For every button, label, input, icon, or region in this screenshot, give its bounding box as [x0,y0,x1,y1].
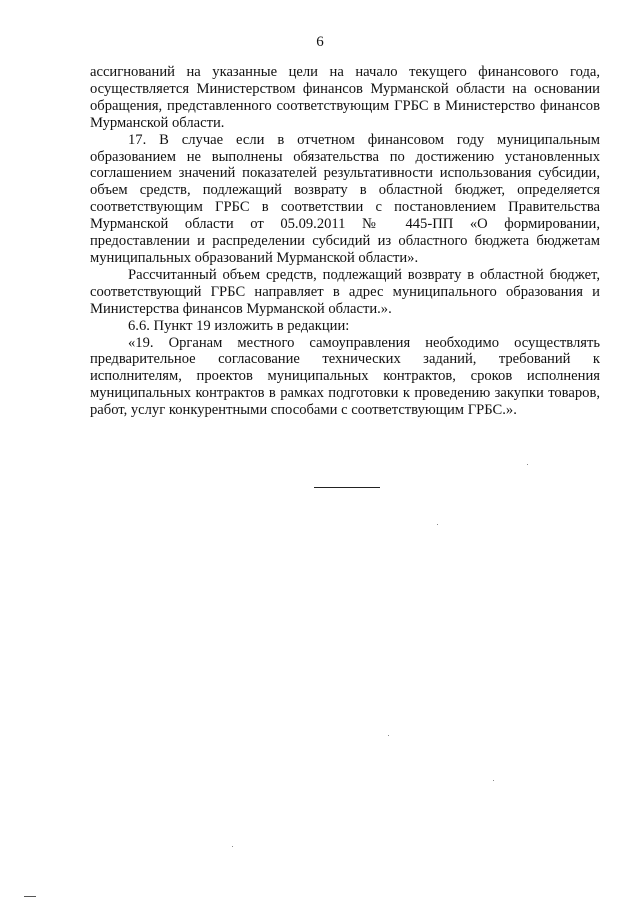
paragraph-continuation: ассигнований на указанные цели на начало текущего финансового года, осуществляется Министерством финансов Мурманской области на основании обращения, представленного соответствующим ГРБС в Министерство финансов Мурманской области. [90,64,600,131]
page-number: 6 [316,34,324,50]
scan-speck [232,846,233,847]
scan-speck [388,735,389,736]
paragraph-item-19: «19. Органам местного самоуправления необходимо осуществлять предварительное согласование технических заданий, требований к исполнителям, проектов муниципальных контрактов, сроков исполнения муниципальных контрактов в рамках подготовки к проведению закупки товаров, работ, услуг конкурентными способами с соответствующим ГРБС.». [90,334,600,419]
scan-speck [527,464,528,465]
document-body [90,64,600,419]
paragraph-refund-calculation: Рассчитанный объем средств, подлежащий возврату в областной бюджет, соответствующий ГРБС направляет в адрес муниципального образования и Министерства финансов Мурманской области.». [90,266,600,317]
paragraph-clause-6-6: 6.6. Пункт 19 изложить в редакции: [128,317,350,334]
scan-speck [493,780,494,781]
paragraph-item-17: 17. В случае если в отчетном финансовом году муниципальным образованием не выполнены обязательства по достижению установленных соглашением значений показателей результативности использования субсидии, объем средств, подлежащий возврату в областной бюджет, определяется соответствующим ГРБС в соответствии с постановлением Правительства Мурманской области от 05.09.2011 № 445-ПП «О формировании, предоставлении и распределении субсидий из областного бюджета бюджетам муниципальных образований Мурманской области». [90,131,600,266]
scan-speck [437,524,438,525]
scan-corner-mark [24,896,36,897]
end-divider-line [314,487,380,488]
